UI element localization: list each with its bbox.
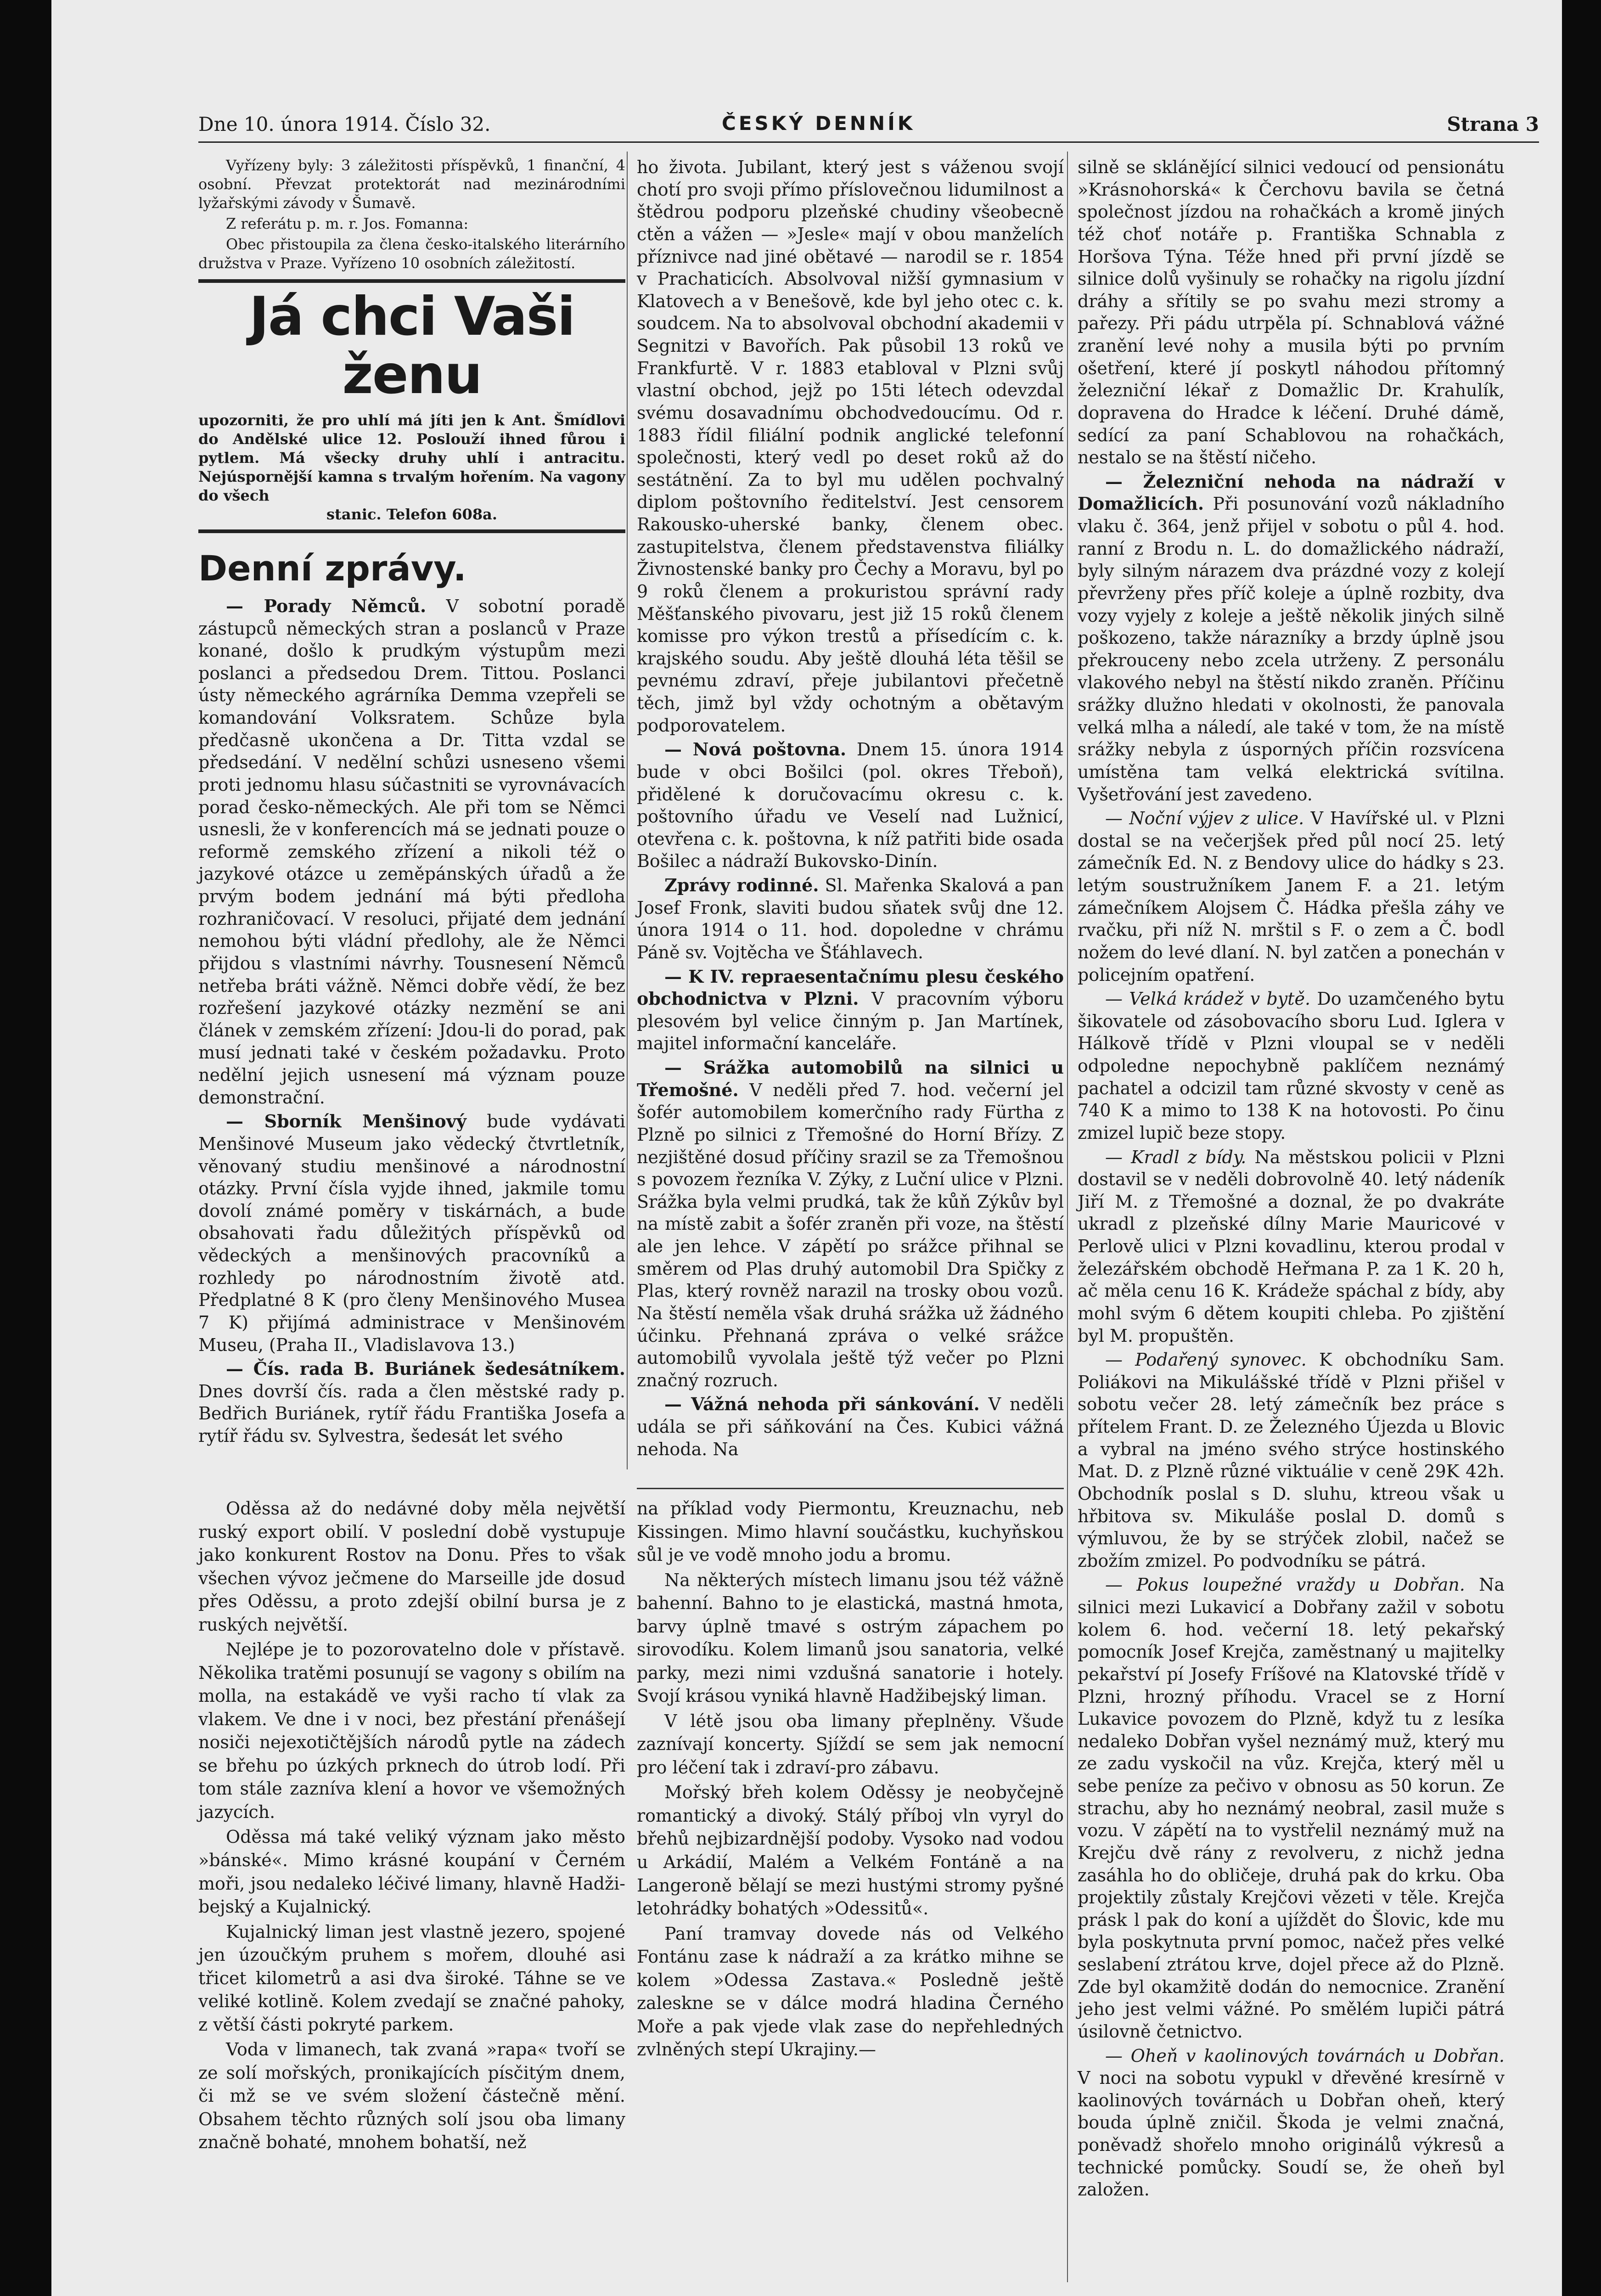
paragraph: Oděssa má také veliký význam jako město »bánské«. Mimo krásné koupání v Černém moři, jsou nedaleko léčivé limany, hlavně Hadži-bejský a Kujalnický.: [198, 1827, 625, 1917]
article: [637, 874, 1064, 964]
article-body: bude vydávati Menšinové Museum jako vědecký čtvrtletník, věnovaný studiu menšinové a národnostní otázky. První čísla vyjde ihned, jakmile tomu dovolí známé poměry v tiskárnách, a bude obsahovati řadu důležitých příspěvků od vědeckých a menšinových pracovníků a rozhledy po národnostním životě atd. Předplatné 8 K (pro členy Menšinového Musea 7 K) přijímá administrace v Menšinovém Museu, (Praha II., Vladislavova 13.): [198, 1111, 625, 1355]
article: [198, 1358, 625, 1447]
article-body: V sobotní poradě zástupců německých stran a poslanců v Praze konané, došlo k prudkým výstupům mezi poslanci a předsedou Drem. Tittou. Poslanci ústy německého agrárníka Demma vzepřeli se komandování Volksratem. Schůze byla předčasně ukončena a Dr. Titta vzdal se předsedání. V nedělní schůzi usneseno všemi proti jednomu hlasu súčastniti se vyrovnávacích porad česko-německých. Ale při tom se Němci usnesli, že v konferencích má se jednati pouze o reformě zemského zřízení a nikoli též o jazykové otázce u zeměpánských úřadů a že prvým bodem jednání má býti předloha rozhraničovací. V resoluci, přijaté dem jednání nemohou býti vládní předlohy, ale že Němci přijdou s vlastními návrhy. Tousnesení Němců netřeba bráti vážně. Němci dobře vědí, že bez rozřešení jazykové otázky nezmění se ani článek v zemském zřízení: Jdou-li do porad, pak musí jednati také v českém požadavku. Proto nedělní jejich usnesení má význam pouze demonstrační.: [198, 596, 625, 1108]
article: [637, 1393, 1064, 1460]
article: [637, 738, 1064, 872]
column-3: [1078, 156, 1505, 2203]
article: [1078, 471, 1505, 805]
article-body: V noci na sobotu vypukl v dřevěné kresírně v kaolinových továrnách u Dobřan oheň, který bouda úplně zničil. Škoda je velmi značná, poněvadž shořelo mnoho originálů výkresů a technické pomůcky. Soudí se, že oheň byl založen.: [1078, 2068, 1505, 2200]
page-number: Strana 3: [1447, 113, 1539, 135]
column-2: [637, 156, 1064, 1462]
article-body: Do uzamčeného bytu šikovatele od zásobovacího sboru Lud. Iglera v Hálkově třídě v Plzni vloupal se v neděli odpoledne nepochybně paklíčem neznámý pachatel a odcizil tam různé skvosty v ceně as 740 K a mimo to 138 K na hotovosti. Po činu zmizel lupič beze stopy.: [1078, 989, 1505, 1143]
article-body: V neděli před 7. hod. večerní jel šofér automobilem komerčního rady Fürtha z Plzně po silnici z Třemošné do Horní Břízy. Z nezjištěné dosud příčiny srazil se za Třemošnou s povozem řezníka V. Zýky, z Luční ulice v Plzni. Srážka byla velmi prudká, tak že kůň Zýkův byl na místě zabit a šofér zraněn při voze, na štěstí ale jen lehce. V zápětí po srážce přihnal se směrem od Plas druhý automobil Dra Spičky z Plas, který rovněž narazil na trosky obou vozů. Na štěstí neměla však druhá srážka už žádného účinku. Přehnaná zpráva o velké srážce automobilů vyvolala ještě týž večer po Plzni značný rozruch.: [637, 1080, 1064, 1390]
article-continuation: silně se sklánějící silnici vedoucí od pensionátu »Krásnohorská« k Čerchovu bavila se četná společnost jízdou na rohačkách a kromě jiných též choť notáře p. Františka Schnabla z Horšova Týna. Téže hned při první jízdě se silnice dolů vyšinuly se rohačky na rigolu jízdní dráhy a sřítily se po svahu mezi stromy a pařezy. Při pádu utrpěla pí. Schnablová vážné zranění levé nohy a musila býti po prvním ošetření, které jí poskytl náhodou přítomný železniční lékař z Domažlic Dr. Krahulík, dopravena do Hradce k léčení. Druhé dámě, sedící za paní Schablovou na rohačkách, nestalo se na štěstí ničeho.: [1078, 157, 1505, 468]
article-title: Zprávy rodinné.: [664, 875, 819, 895]
article-title: — K IV. repraesentačnímu plesu českého obchodnictva v Plzni.: [637, 966, 1064, 1009]
article-body: V Havířské ul. v Plzni dostal se na večerjšek před půl nocí 25. letý zámečník Ed. N. z Bendovy ulice do hádky s 23. letým soustružníkem Janem F. a 21. letým zámečníkem Alojsem Č. Hádka přešla záhy ve rvačku, při níž N. mrštil s F. o zem a Č. bodl nožem do levé dlaní. N. byl zatčen a ponechán v policejním opatření.: [1078, 808, 1505, 985]
column-rule: [627, 152, 628, 1469]
article-body: K obchodníku Sam. Poliákovi na Mikulášské třídě v Plzni přišel v sobotu večer 28. letý zámečník bez práce s přítelem Frant. D. ze Železného Újezda u Blovic a vybral na jméno svého strýce hostinského Mat. D. z Plzně různé viktuálie v ceně 29K 42h. Obchodník poslal s D. sluhu, ktreou však u hřbitova sv. Mikuláše poslal D. domů s výmluvou, že by se strýček zlobil, načež se zbožím zmizel. Po podvodníku se pátrá.: [1078, 1350, 1505, 1571]
article-title: — Vážná nehoda při sánkování.: [664, 1394, 980, 1415]
article: [198, 1110, 625, 1356]
article-body: V neděli udála se při sáňkování na Čes. Kubici vážná nehoda. Na: [637, 1394, 1064, 1459]
newspaper-page: [51, 0, 1562, 2296]
article-title: — Srážka automobilů na silnici u Třemošné.: [637, 1057, 1064, 1100]
section-title: Denní zprávy.: [198, 547, 466, 589]
article: [637, 966, 1064, 1055]
section-divider: [637, 1488, 1064, 1489]
article-title: — Podařený synovec.: [1105, 1350, 1307, 1370]
ad-headline: Já chci Vaši ženu: [249, 285, 575, 406]
article: [1078, 1574, 1505, 2043]
paragraph: Z referátu p. m. r. Jos. Fomanna:: [226, 214, 469, 232]
paragraph: Voda v limanech, tak zvaná »rapa« tvoří se ze solí mořských, pronikajících písčitým dnem, či mž se ve svém složení částečně mění. Obsahem těchto různých solí jsou oba limany značně bohaté, mnohem bohatší, než: [198, 2039, 625, 2153]
paragraph: Oděssa až do nedávné doby měla největší ruský export obilí. V poslední době vystupuje jako konkurent Rostov na Donu. Přes to však všechen vývoz ječmene do Marseille jde dosud přes Oděssu, a proto zdejší obilní bursa je z ruských největší.: [198, 1498, 625, 1635]
paragraph: Obec přistoupila za člena česko-italského literárního družstva v Praze. Vyřízeno 10 osobních záležitostí.: [198, 235, 625, 272]
article-body: V pracovním výboru plesovém byl velice činným p. Jan Martínek, majitel informační kanceláře.: [637, 989, 1064, 1054]
article-title: — Čís. rada B. Buriánek šedesátníkem.: [226, 1358, 625, 1379]
article-body: Sl. Mařenka Skalová a pan Josef Fronk, slaviti budou sňatek svůj dne 12. února 1914 o 11. hod. dopoledne v chrámu Páně sv. Vojtěcha ve Šťáhlavech.: [637, 875, 1064, 962]
article-title: — Velká krádež v bytě.: [1105, 989, 1311, 1009]
paragraph: Vyřízeny byly: 3 záležitosti příspěvků, 1 finanční, 4 osobní. Převzat protektorát nad mezinárodními lyžařskými závody v Šumavě.: [198, 157, 625, 212]
paragraph: Nejlépe je to pozorovatelno dole v přístavě. Několika tratěmi posunují se vagony s obilím na molla, na estakádě ve vyši racho tí vlak za vlakem. Ve dne i v noci, bez přestání přenášejí nosiči nejexotičtějších národů pytle na zádech se břehu po úzkých prknech do útrob lodí. Při tom stále zazníva klení a hovor ve všemožných jazycích.: [198, 1639, 625, 1822]
newspaper-title: ČESKÝ DENNÍK: [722, 112, 916, 135]
paragraph: Na některých místech limanu jsou též vážně bahenní. Bahno to je elastická, mastná hmota, barvy úplně tmavé s ostrým zápachem po sirovodíku. Kolem limanů jsou sanatoria, velké parky, mezi nimi vzdušná sanatorie i hotely. Svojí krásou vyniká hlavně Hadžibejský liman.: [637, 1570, 1064, 1706]
article-body: Na silnici mezi Lukavicí a Dobřany zažil v sobotu kolem 6. hod. večerní 18. letý pekařský pomocník Josef Krejča, zaměstnaný u majitelky pekařství pí Josefy Fríšové na Klatovské třídě v Plzni, hrozný příhodu. Vracel se z Horní Lukavice povozem do Plzně, když tu z lesíka nedaleko Dobřan vyšel neznámý muž, který mu ze zadu vyskočil na vůz. Krejča, který měl u sebe peníze za pečivo v obnosu as 50 korun. Ze strachu, aby ho neznámý neobral, zasil muže s vozu. V zápětí na to vystřelil neznámý muž na Krejču dvě rány z revolveru, z nichž jedna zasáhla ho do obličeje, druhá pak do krku. Oba projektily zůstaly Krejčovi vězeti v těle. Krejča prásk l pak do koní a ujíždět do Šlovic, kde mu byla poskytnuta první pomoc, načež přes velké seslabení ztrátou krve, dojel přece až do Plzně. Zde byl okamžitě dodán do nemocnice. Zranění jeho jest velmi vážné. Po smělém lupiči pátrá úsilovně četnictvo.: [1078, 1575, 1505, 2042]
article-title: — Sborník Menšinový: [226, 1111, 466, 1132]
article-title: — Oheň v kaolinových továrnách u Dobřan.: [1105, 2045, 1505, 2066]
article-title: — Nová poštovna.: [664, 739, 847, 760]
issue-date: Dne 10. února 1914. Číslo 32.: [198, 113, 491, 135]
paragraph: Paní tramvay dovede nás od Velkého Fontánu zase k nádraží a za krátko mihne se kolem »Odessa Zastava.« Posledně ještě zaleskne se v dálce modrá hladina Černého Moře a pak vjede vlak zase do nepřehledných zvlněných stepí Ukrajiny.—: [637, 1923, 1064, 2060]
feuilleton-left: [198, 1497, 625, 2156]
article: [1078, 807, 1505, 986]
article: [1078, 988, 1505, 1144]
article-body: Na městskou policii v Plzni dostavil se v neděli dobrovolně 40. letý nádeník Jiří M. z Třemošné a doznal, že po dvakráte ukradl z plzeňské dílny Marie Mauricové v Perlově ulici v Plzni kovadlinu, kterou prodal v železářském obchodě Heřmana P. za 1 K. 20 h, ač měla cenu 16 K. Krádeže spáchal z bídy, aby mohl svým 6 dětem koupiti chleba. Po zjištění byl M. propuštěn.: [1078, 1147, 1505, 1346]
article-body: Při posunování vozů nákladního vlaku č. 364, jenž přijel v sobotu o půl 4. hod. ranní z Brodu n. L. do domažlického nádraží, byly silným nárazem dva prázdné vozy z kolejí převrženy přes příč koleje a úplně rozbity, dva vozy vyjely z koleje a ještě několik jiných silně poškozeno, takže nárazníky a brzdy úplně jsou překrouceny nebo zcela utrženy. Z personálu vlakového nebyl na štěstí nikdo zraněn. Příčinu srážky dlužno hledati v okolnosti, že panovala velká mlha a náledí, ale také v tom, že na místě srážky nebyla z úsporných příčin rozsvícena umístěna tam velká elektrická svítilna. Vyšetřování jest zavedeno.: [1078, 494, 1505, 805]
paragraph: V létě jsou oba limany přeplněny. Všude zaznívají koncerty. Sjíždí se sem jak nemocní pro léčení tak i zdraví-pro zábavu.: [637, 1711, 1064, 1778]
article-title: — Porady Němců.: [226, 595, 427, 616]
article-title: — Noční výjev z ulice.: [1105, 808, 1304, 829]
article-body: Dnem 15. února 1914 bude v obci Bošilci (pol. okres Třeboň), přidělené k doručovacímu okresu c. k. poštovního úřadu ve Veselí nad Lužnicí, otevřena c. k. poštovna, k níž patřiti bide osada Bošilec a nádraží Bukovsko-Dinín.: [637, 739, 1064, 872]
paragraph: na příklad vody Piermontu, Kreuznachu, neb Kissingen. Mimo hlavní součástku, kuchyňskou sůl je ve vodě mnoho jodu a bromu.: [637, 1498, 1064, 1565]
ad-rule: [198, 529, 625, 533]
paragraph: Mořský břeh kolem Oděssy je neobyčejně romantický a divoký. Stálý příboj vln vyryl do břehů nejbizardnější podoby. Vysoko nad vodou u Arkádií, Malém a Velkém Fontáně a na Langeroně bělají se mezi hustými stromy pyšné letohrádky bohatých »Odessitů«.: [637, 1782, 1064, 1919]
article-title: — Pokus loupežné vraždy u Dobřan.: [1105, 1575, 1465, 1595]
column-rule: [1067, 152, 1068, 2282]
article-title: — Kradl z bídy.: [1105, 1147, 1247, 1167]
article: [1078, 2045, 1505, 2201]
ad-body: upozorniti, že pro uhlí má jíti jen k Ant. Šmídlovi do Andělské ulice 12. Poslouží ihned fůrou i pytlem. Má všecky druhy uhlí i antracitu. Nejúspornější kamna s trvalým hořením. Na vagony do všech: [198, 411, 625, 504]
ad-phone: stanic. Telefon 608a.: [326, 505, 497, 523]
article-title: — Železniční nehoda na nádraží v Domažlicích.: [1078, 471, 1505, 514]
feuilleton-right: [637, 1497, 1064, 2063]
page-header: [198, 109, 1539, 143]
article-body: Dnes dovrší čís. rada a člen městské rady p. Bedřich Buriánek, rytíř řádu Františka Josefa a rytíř řádu sv. Sylvestra, šedesát let svého: [198, 1381, 625, 1446]
column-1: [198, 156, 625, 1449]
article: [1078, 1146, 1505, 1347]
article-continuation: ho života. Jubilant, který jest s váženou svojí chotí pro svoji přímo příslovečnou lidumilnost a štědrou podporu plzeňské chudiny všeobecně ctěn a vážen — »Jesle« mají v obou manželích příznivce nad jiné obětavé — narodil se r. 1854 v Prachaticích. Absolvoval nižší gymnasium v Klatovech a v Benešově, kde byl jeho otec c. k. soudcem. Na to absolvoval obchodní akademii v Segnitzi v Bavořích. Pak působil 13 roků ve Frankfurtě. V r. 1883 etabloval v Plzni svůj vlastní obchod, jejž po 15ti létech odevzdal svému dosavadnímu obchodvedoucímu. Od r. 1883 řídil filiální podnik anglické telefonní společnosti, který vedl po deset roků až do sestátnění. Za to byl mu udělen pochvalný diplom poštovního ředitelství. Jest censorem Rakousko-uherské banky, členem obec. zastupitelstva, členem představenstva filiálky Živnostenské banky pro Čechy a Moravu, byl po 9 roků členem a prokuristou správní rady Měšťanského pivovaru, jest již 15 roků členem komisse pro výkon trestů a přísedícím c. k. krajského soudu. Aby ještě dlouhá léta těšil se pevnému zdraví, přeje jubilantovi přečetně těch, jimž byl vždy ochotným a obětavým podporovatelem.: [637, 157, 1064, 736]
article: [637, 1057, 1064, 1391]
article: [1078, 1349, 1505, 1572]
paragraph: Kujalnický liman jest vlastně jezero, spojené jen úzoučkým pruhem s mořem, dlouhé asi třicet kilometrů a asi dva široké. Táhne se ve veliké kotlině. Kolem zvedají se značné pahoky, z větší části pokryté parkem.: [198, 1921, 625, 2035]
article: [198, 595, 625, 1109]
ad-rule: [198, 279, 625, 283]
